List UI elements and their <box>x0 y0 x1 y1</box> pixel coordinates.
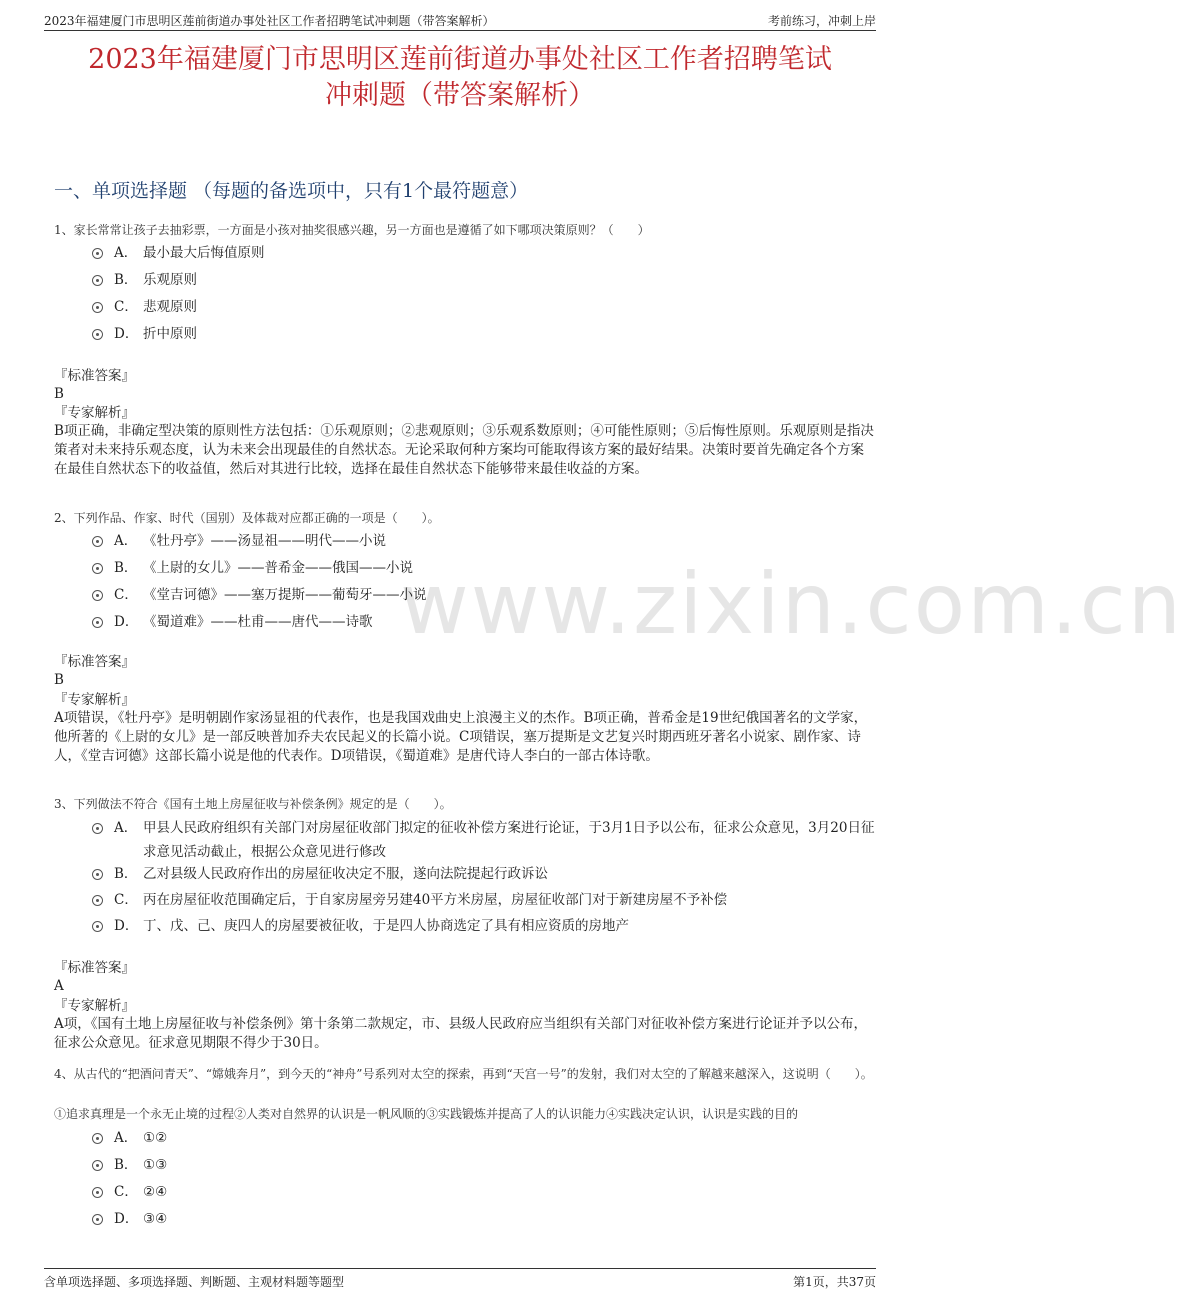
radio-icon[interactable] <box>92 823 103 834</box>
option-letter: D． <box>114 918 139 934</box>
option-letter: B． <box>114 1157 138 1173</box>
page-number: 第1页，共37页 <box>793 1275 876 1289</box>
radio-icon[interactable] <box>92 1214 103 1225</box>
option-text: 最小最大后悔值原则 <box>143 245 265 261</box>
option-letter: A． <box>114 533 138 549</box>
question-1-stem: 1、家长常常让孩子去抽彩票，一方面是小孩对抽奖很感兴趣，另一方面也是遵循了如下哪项决策原则？（ ） <box>54 223 650 237</box>
option-letter: B． <box>114 272 138 288</box>
radio-icon[interactable] <box>92 1187 103 1198</box>
option-text: 《牡丹亭》——汤显祖——明代——小说 <box>143 533 386 549</box>
question-3-answer-label: 『标准答案』 <box>54 960 135 976</box>
option-letter: A． <box>114 245 138 261</box>
option-letter: D． <box>114 1211 139 1227</box>
option-text: ①③ <box>143 1157 168 1173</box>
option-letter: C． <box>114 892 138 908</box>
question-2-analysis-label: 『专家解析』 <box>54 692 135 708</box>
option-letter: C． <box>114 587 138 603</box>
footer-question-types: 含单项选择题、多项选择题、判断题、主观材料题等题型 <box>44 1275 345 1289</box>
question-3-stem: 3、下列做法不符合《国有土地上房屋征收与补偿条例》规定的是（ ）。 <box>54 797 452 811</box>
question-1-analysis-label: 『专家解析』 <box>54 405 135 421</box>
question-3-answer: A <box>54 978 64 994</box>
radio-icon[interactable] <box>92 302 103 313</box>
question-2-stem: 2、下列作品、作家、时代（国别）及体裁对应都正确的一项是（ ）。 <box>54 511 440 525</box>
option-text: 《堂吉诃德》——塞万提斯——葡萄牙——小说 <box>143 587 427 603</box>
option-text: 甲县人民政府组织有关部门对房屋征收部门拟定的征收补偿方案进行论证，于3月1日予以公布，征求公众意见，3月20日征求意见活动截止，根据公众意见进行修改 <box>143 820 875 860</box>
option-letter: C． <box>114 1184 138 1200</box>
radio-icon[interactable] <box>92 563 103 574</box>
option-text: ③④ <box>143 1211 168 1227</box>
radio-icon[interactable] <box>92 1133 103 1144</box>
question-4-substem: ①追求真理是一个永无止境的过程②人类对自然界的认识是一帆风顺的③实践锻炼并提高了人的认识能力④实践决定认识，认识是实践的目的 <box>54 1107 799 1121</box>
option-letter: D． <box>114 614 139 630</box>
radio-icon[interactable] <box>92 895 103 906</box>
header-doc-title: 2023年福建厦门市思明区莲前街道办事处社区工作者招聘笔试冲刺题（带答案解析） <box>44 14 495 28</box>
option-text: 乐观原则 <box>143 272 197 288</box>
header-slogan: 考前练习，冲刺上岸 <box>767 14 876 28</box>
radio-icon[interactable] <box>92 869 103 880</box>
question-3-analysis: A项，《国有土地上房屋征收与补偿条例》第十条第二款规定，市、县级人民政府应当组织有关部门对征收补偿方案进行论证并予以公布，征求公众意见。征求意见期限不得少于30日。 <box>54 1016 867 1051</box>
question-2-analysis: A项错误，《牡丹亭》是明朝剧作家汤显祖的代表作，也是我国戏曲史上浪漫主义的杰作。B项正确，普希金是19世纪俄国著名的文学家，他所著的《上尉的女儿》是一部反映普加乔夫农民起义的长篇小说。C项错误，塞万提斯是文艺复兴时期西班牙著名小说家、剧作家、诗人，《堂吉诃德》这部长篇小说是他的代表作。D项错误，《蜀道难》是唐代诗人李白的一部古体诗歌。 <box>54 710 868 764</box>
option-text: 折中原则 <box>143 326 197 342</box>
page-footer <box>44 1268 876 1291</box>
radio-icon[interactable] <box>92 921 103 932</box>
question-1-answer-label: 『标准答案』 <box>54 368 135 384</box>
question-1-analysis: B项正确，非确定型决策的原则性方法包括：①乐观原则；②悲观原则；③乐观系数原则；④可能性原则；⑤后悔性原则。乐观原则是指决策者对未来持乐观态度，认为未来会出现最佳的自然状态。无论采取何种方案均可能取得该方案的最好结果。决策时要首先确定各个方案在最佳自然状态下的收益值，然后对其进行比较，选择在最佳自然状态下能够带来最佳收益的方案。 <box>54 423 874 477</box>
radio-icon[interactable] <box>92 275 103 286</box>
page-header <box>44 10 876 31</box>
question-2-answer-label: 『标准答案』 <box>54 654 135 670</box>
watermark: www.zixin.com.cn <box>400 555 1183 653</box>
radio-icon[interactable] <box>92 590 103 601</box>
option-text: 乙对县级人民政府作出的房屋征收决定不服，遂向法院提起行政诉讼 <box>143 866 548 882</box>
document-title <box>40 42 880 114</box>
option-text: 《蜀道难》——杜甫——唐代——诗歌 <box>143 614 373 630</box>
question-3-analysis-label: 『专家解析』 <box>54 998 135 1014</box>
option-text: 悲观原则 <box>143 299 197 315</box>
option-text: 丁、戊、己、庚四人的房屋要被征收，于是四人协商选定了具有相应资质的房地产 <box>143 918 629 934</box>
option-letter: A． <box>114 820 138 836</box>
option-letter: A． <box>114 1130 138 1146</box>
section-title: 一、单项选择题 （每题的备选项中，只有1个最符题意） <box>54 180 529 202</box>
option-letter: B． <box>114 866 138 882</box>
question-4-stem: 4、从古代的“把酒问青天”、“嫦娥奔月”，到今天的“神舟”号系列对太空的探索，再到“天宫一号”的发射，我们对太空的了解越来越深入，这说明（ ）。 <box>54 1067 873 1081</box>
radio-icon[interactable] <box>92 1160 103 1171</box>
document-title-line-2: 冲刺题（带答案解析） <box>325 80 595 111</box>
radio-icon[interactable] <box>92 329 103 340</box>
option-letter: B． <box>114 560 138 576</box>
radio-icon[interactable] <box>92 617 103 628</box>
radio-icon[interactable] <box>92 248 103 259</box>
radio-icon[interactable] <box>92 536 103 547</box>
question-2-answer: B <box>54 672 64 688</box>
option-text: 《上尉的女儿》——普希金——俄国——小说 <box>143 560 413 576</box>
option-text: ②④ <box>143 1184 168 1200</box>
option-letter: D． <box>114 326 139 342</box>
option-letter: C． <box>114 299 138 315</box>
document-title-line-1: 2023年福建厦门市思明区莲前街道办事处社区工作者招聘笔试 <box>88 44 832 75</box>
option-text: ①② <box>143 1130 168 1146</box>
question-1-answer: B <box>54 386 64 402</box>
option-text: 丙在房屋征收范围确定后，于自家房屋旁另建40平方米房屋，房屋征收部门对于新建房屋不予补偿 <box>143 892 728 908</box>
